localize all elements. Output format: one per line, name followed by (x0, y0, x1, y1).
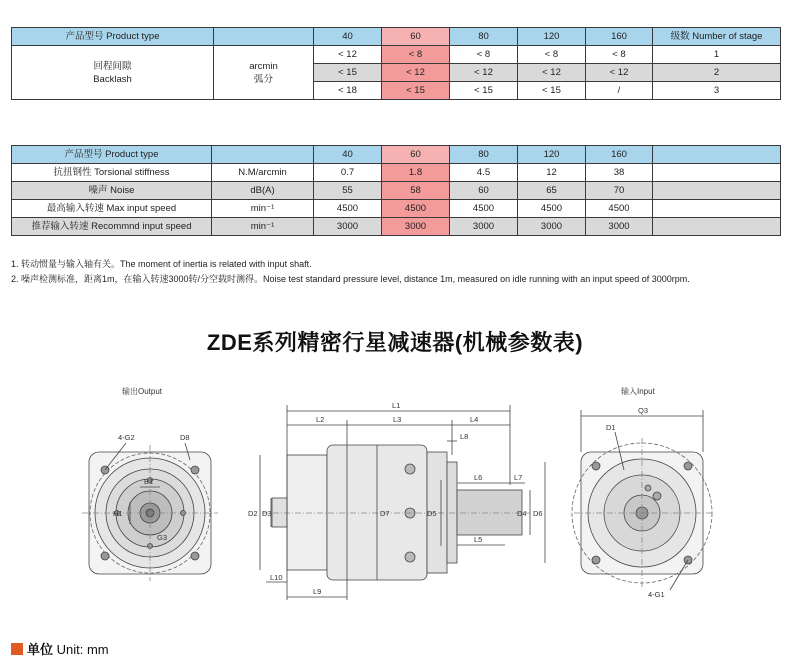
output-view (82, 443, 218, 581)
unit-cn: 弧分 (253, 73, 273, 85)
table-cell: < 12 (382, 64, 450, 82)
table-cell: 4500 (314, 200, 382, 218)
header-cell: 80 (450, 146, 518, 164)
input-view-label: 输入Input (621, 387, 655, 396)
header-cell: 产品型号 Product type (12, 146, 212, 164)
table-cell: < 15 (450, 82, 518, 100)
dim-label: L4 (470, 415, 479, 424)
table-cell (653, 218, 781, 236)
table-cell: 55 (314, 182, 382, 200)
table-cell: < 18 (314, 82, 382, 100)
row-label-cell (12, 46, 214, 100)
row-label-en: Backlash (93, 73, 132, 85)
dim-label: D5 (427, 509, 437, 518)
dim-label: L9 (313, 587, 322, 596)
table-cell: 3 (653, 82, 781, 100)
table-cell: < 12 (314, 46, 382, 64)
dim-label: 4-G1 (648, 590, 665, 599)
unit-text: Unit: mm (53, 642, 109, 657)
unit-en: arcmin (249, 60, 278, 72)
header-cell: 级数 Number of stage (653, 28, 781, 46)
table-header-row (12, 28, 781, 46)
note-1: 1. 转动惯量与输入轴有关。The moment of inertia is related with input shaft. (11, 259, 312, 269)
table-cell: < 15 (314, 64, 382, 82)
table-header-row (12, 146, 781, 164)
table-cell: 58 (382, 182, 450, 200)
table-cell (653, 164, 781, 182)
spec-table (11, 145, 781, 236)
table-cell (653, 200, 781, 218)
header-cell: 40 (314, 146, 382, 164)
table-cell: < 8 (586, 46, 653, 64)
table-cell: dB(A) (212, 182, 314, 200)
dim-label: L2 (316, 415, 325, 424)
table-cell: 3000 (382, 218, 450, 236)
dim-label: L10 (270, 573, 283, 582)
dim-label: L3 (393, 415, 402, 424)
table-cell: N.M/arcmin (212, 164, 314, 182)
output-view-label: 输出Output (122, 387, 163, 396)
table-cell: 0.7 (314, 164, 382, 182)
dim-label: L6 (474, 473, 483, 482)
dim-label: L8 (460, 432, 469, 441)
table-cell: < 12 (518, 64, 586, 82)
table-row (12, 182, 781, 200)
header-cell: 60 (382, 28, 450, 46)
header-cell: 120 (518, 146, 586, 164)
dim-label: G3 (157, 533, 168, 542)
table-cell: < 15 (518, 82, 586, 100)
unit-marker (11, 643, 23, 655)
table-cell: 4500 (382, 200, 450, 218)
input-view (572, 410, 712, 590)
table-cell: min⁻¹ (212, 218, 314, 236)
table-cell: 最高输入转速 Max input speed (12, 200, 212, 218)
unit-note (11, 639, 109, 658)
table-row (12, 200, 781, 218)
header-cell (653, 146, 781, 164)
side-view (260, 405, 545, 600)
table-cell: min⁻¹ (212, 200, 314, 218)
header-cell: 产品型号 Product type (12, 28, 214, 46)
page-title: ZDE系列精密行星减速器(机械参数表) (206, 330, 584, 355)
dim-label: D2 (248, 509, 258, 518)
technical-drawing (0, 376, 790, 606)
dim-label: D7 (380, 509, 390, 518)
table-cell: < 8 (450, 46, 518, 64)
dim-label: 4-G2 (118, 433, 135, 442)
table-cell: < 15 (382, 82, 450, 100)
table-cell: 1 (653, 46, 781, 64)
header-cell: 40 (314, 28, 382, 46)
row-label-cn: 回程间隙 (93, 60, 132, 72)
table-cell: < 12 (586, 64, 653, 82)
header-cell: 80 (450, 28, 518, 46)
table-cell: 4.5 (450, 164, 518, 182)
table-cell: 3000 (314, 218, 382, 236)
table-cell: / (586, 82, 653, 100)
dim-label: L7 (514, 473, 523, 482)
note-2: 2. 噪声检测标准，距离1m，在输入转速3000转/分空载时测得。Noise test standard pressure level, distance 1m, measured on idle running with an input speed of 3000rpm. (11, 274, 690, 284)
header-cell (212, 146, 314, 164)
table-cell: 70 (586, 182, 653, 200)
table-cell: 1.8 (382, 164, 450, 182)
dim-label: D3 (262, 509, 272, 518)
table-cell: 3000 (518, 218, 586, 236)
table-cell: 推荐输入转速 Recommnd input speed (12, 218, 212, 236)
table-cell: 3000 (450, 218, 518, 236)
table-row (12, 164, 781, 182)
header-cell: 160 (586, 146, 653, 164)
table-cell: < 12 (450, 64, 518, 82)
table-cell: 4500 (450, 200, 518, 218)
header-cell (214, 28, 314, 46)
table-row (12, 46, 781, 64)
table-cell: 2 (653, 64, 781, 82)
table-row (12, 218, 781, 236)
dim-label: D1 (606, 423, 616, 432)
dim-label: D8 (180, 433, 190, 442)
unit-label: 单位 (27, 642, 54, 657)
table-cell (653, 182, 781, 200)
dim-label: L1 (392, 401, 401, 410)
dim-label: B1 (144, 477, 154, 486)
notes (11, 257, 690, 287)
table-cell: 12 (518, 164, 586, 182)
table-cell: 38 (586, 164, 653, 182)
header-cell: 60 (382, 146, 450, 164)
backlash-table (11, 27, 781, 100)
dim-label: D4 (517, 509, 527, 518)
dim-label: H1 (113, 509, 123, 518)
unit-cell (214, 46, 314, 100)
table-cell: 4500 (586, 200, 653, 218)
table-cell: 60 (450, 182, 518, 200)
dim-label: L5 (474, 535, 483, 544)
header-cell: 120 (518, 28, 586, 46)
table-cell: 65 (518, 182, 586, 200)
dim-label: D6 (533, 509, 543, 518)
dim-label: Q3 (638, 406, 649, 415)
header-cell: 160 (586, 28, 653, 46)
table-cell: 噪声 Noise (12, 182, 212, 200)
table-cell: < 8 (518, 46, 586, 64)
table-cell: 4500 (518, 200, 586, 218)
table-cell: 抗扭钢性 Torsional stiffness (12, 164, 212, 182)
table-cell: < 8 (382, 46, 450, 64)
table-cell: 3000 (586, 218, 653, 236)
